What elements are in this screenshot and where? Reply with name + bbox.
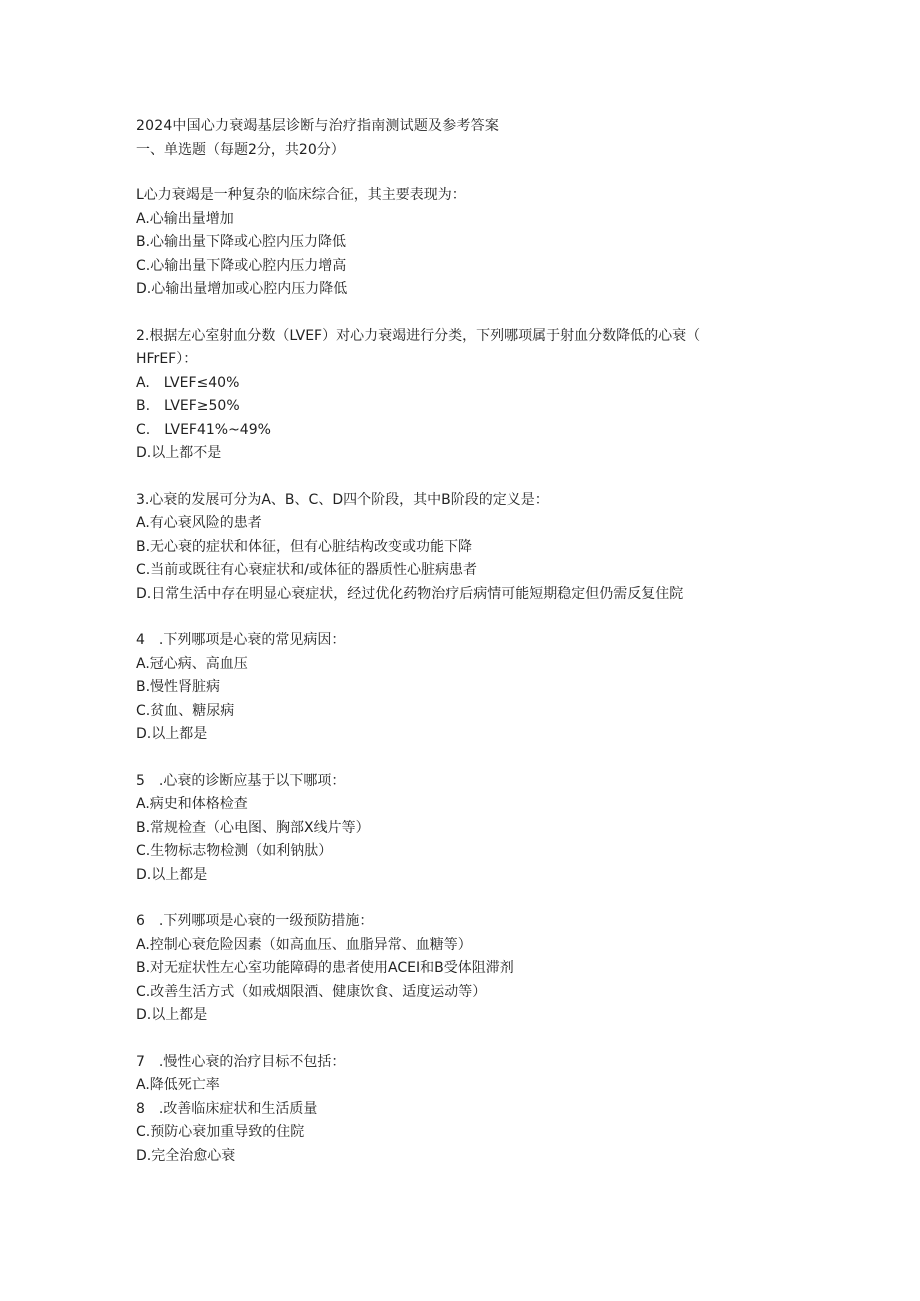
option-b: B.慢性肾脏病 [136,679,221,695]
option-c: C. LVEF41%~49% [136,421,271,438]
question-text: 3.心衰的发展可分为A、B、C、D四个阶段，其中B阶段的定义是： [136,491,549,508]
question-block [136,489,920,607]
option-a: A. LVEF≤40% [136,374,240,391]
spacer [136,887,920,910]
question-block [136,1051,920,1169]
option-b: B. LVEF≥50% [136,398,240,414]
option-d: D.完全治愈心衰 [136,1147,236,1164]
option-a: A.有心衰风险的患者 [136,515,262,531]
option-b: 8 .改善临床症状和生活质量 [136,1100,318,1117]
option-c: C.贫血、糖尿病 [136,702,235,719]
spacer [136,162,920,184]
option-c: C.改善生活方式（如戒烟限酒、健康饮食、适度运动等） [136,983,487,1000]
option-c: C.生物标志物检测（如利钠肽） [136,843,333,859]
question-block [136,770,920,888]
question-text-continued: HFrEF）： [136,351,198,367]
question-text: 5 .心衰的诊断应基于以下哪项： [136,772,346,789]
question-block [136,910,920,1028]
option-a: A.降低死亡率 [136,1077,220,1093]
question-block [136,325,920,466]
question-text: 6 .下列哪项是心衰的一级预防措施： [136,913,374,929]
document-title: 2024中国心力衰竭基层诊断与治疗指南测试题及参考答案 [136,118,500,134]
spacer [136,466,920,489]
section-heading: 一、单选题（每题2分，共20分） [136,141,345,158]
spacer [136,302,920,325]
question-text: 7 .慢性心衰的治疗目标不包括： [136,1053,346,1070]
option-d: D.心输出量增加或心腔内压力降低 [136,281,348,297]
spacer [136,606,920,629]
spacer [136,747,920,770]
option-c: C.当前或既往有心衰症状和/或体征的器质性心脏病患者 [136,562,477,578]
question-block [136,184,920,302]
option-d: D.以上都不是 [136,445,222,461]
spacer [136,1028,920,1051]
option-a: A.控制心衰危险因素（如高血压、血脂异常、血糖等） [136,936,472,953]
question-text: L心力衰竭是一种复杂的临床综合征，其主要表现为： [136,187,466,203]
option-b: B.无心衰的症状和体征，但有心脏结构改变或功能下降 [136,538,473,555]
question-text: 2.根据左心室射血分数（LVEF）对心力衰竭进行分类，下列哪项属于射血分数降低的心衰（ [136,327,701,344]
option-a: A.病史和体格检查 [136,796,248,812]
option-d: D.以上都是 [136,866,208,883]
option-a: A.心输出量增加 [136,210,234,227]
question-block [136,629,920,747]
option-d: D.以上都是 [136,1007,208,1023]
option-a: A.冠心病、高血压 [136,655,248,672]
question-text: 4 .下列哪项是心衰的常见病因： [136,632,346,648]
option-b: B.对无症状性左心室功能障碍的患者使用ACEI和B受体阻滞剂 [136,960,514,976]
option-d: D.日常生活中存在明显心衰症状，经过优化药物治疗后病情可能短期稳定但仍需反复住院 [136,585,684,602]
option-b: B.常规检查（心电图、胸部X线片等） [136,819,370,836]
option-d: D.以上都是 [136,726,208,742]
option-c: C.心输出量下降或心腔内压力增高 [136,257,347,274]
option-c: C.预防心衰加重导致的住院 [136,1124,305,1140]
option-b: B.心输出量下降或心腔内压力降低 [136,234,347,250]
